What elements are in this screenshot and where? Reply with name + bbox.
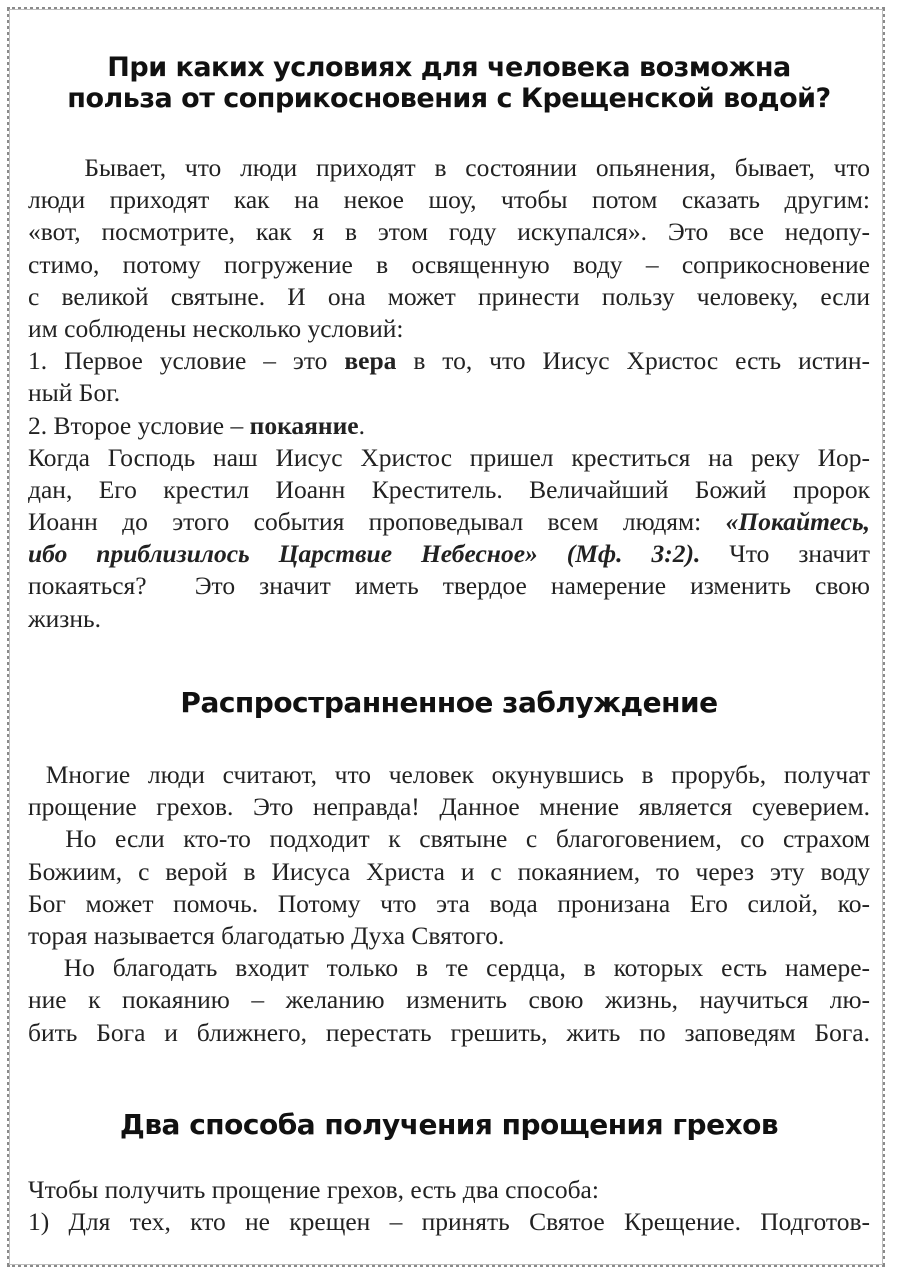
text-segment: 1) Для тех, кто не крещен – принять Святое Крещение. Подготов- bbox=[28, 1207, 870, 1237]
text-line bbox=[28, 216, 870, 248]
text-line bbox=[28, 920, 870, 952]
heading-line: При каких условиях для человека возможна bbox=[107, 52, 791, 83]
text-segment: Божиим, с верой в Иисуса Христа и с покаянием, то через эту воду bbox=[28, 856, 870, 886]
text-line bbox=[28, 952, 870, 984]
text-line bbox=[28, 184, 870, 216]
text-line bbox=[28, 1017, 870, 1049]
text-segment: . bbox=[358, 410, 365, 440]
text-segment: 1. Первое условие – это bbox=[28, 346, 345, 376]
text-line bbox=[28, 474, 870, 506]
text-line bbox=[28, 281, 870, 313]
text-segment: Что значит bbox=[700, 539, 870, 569]
text-line bbox=[28, 442, 870, 474]
text-segment: Многие люди считают, что человек окунувшись в прорубь, получат bbox=[28, 760, 870, 789]
emphasized-text: ибо приблизилось Царствие Небесное» (Мф. 3:2). bbox=[28, 539, 701, 569]
paragraph-conditions bbox=[28, 152, 870, 635]
text-line bbox=[28, 377, 870, 409]
text-segment: им соблюдены несколько условий: bbox=[28, 313, 404, 343]
text-segment: ный Бог. bbox=[28, 378, 121, 408]
text-line bbox=[28, 984, 870, 1016]
text-line bbox=[28, 410, 870, 442]
text-segment: 2. Второе условие – bbox=[28, 410, 250, 440]
text-segment: Бог может помочь. Потому что эта вода пронизана Его силой, ко- bbox=[28, 888, 870, 918]
text-segment: в то, что Иисус Христос есть истин- bbox=[396, 346, 871, 376]
text-line bbox=[28, 152, 870, 184]
text-segment: стимо, потому погружение в освященную воду – соприкосновение bbox=[28, 249, 870, 279]
emphasized-text: покаяние bbox=[249, 410, 359, 440]
text-segment: Иоанн до этого события проповедывал всем людям: bbox=[28, 507, 726, 537]
text-line bbox=[28, 313, 870, 345]
text-line bbox=[28, 570, 870, 602]
text-segment: бить Бога и ближнего, перестать грешить, жить по заповедям Бога. bbox=[28, 1017, 870, 1047]
text-segment: с великой святыне. И она может принести пользу человеку, если bbox=[28, 281, 870, 311]
text-line bbox=[28, 759, 870, 791]
text-line bbox=[28, 791, 870, 823]
paragraph-two-ways bbox=[28, 1174, 870, 1238]
paragraph-misconception bbox=[28, 759, 870, 1049]
text-line bbox=[28, 603, 870, 635]
text-segment: ние к покаянию – желанию изменить свою жизнь, научиться лю- bbox=[28, 985, 870, 1015]
text-line bbox=[28, 249, 870, 281]
text-line bbox=[28, 823, 870, 855]
heading-two-ways: Два способа получения прощения грехов bbox=[119, 1108, 779, 1141]
heading-conditions bbox=[20, 52, 878, 114]
heading-line: польза от соприкосновения с Крещенской водой? bbox=[67, 83, 831, 114]
text-line bbox=[28, 1174, 870, 1206]
text-line bbox=[28, 856, 870, 888]
text-line bbox=[28, 538, 870, 570]
text-segment: Но благодать входит только в те сердца, в которых есть намере- bbox=[28, 953, 870, 983]
text-line bbox=[28, 888, 870, 920]
text-segment: дан, Его крестил Иоанн Креститель. Величайший Божий пророк bbox=[28, 474, 870, 504]
text-segment: Но если кто-то подходит к святыне с благоговением, со страхом bbox=[28, 824, 870, 854]
heading-misconception: Распространненное заблуждение bbox=[180, 686, 718, 719]
text-segment: Бывает, что люди приходят в состоянии опьянения, бывает, что bbox=[28, 153, 870, 182]
text-segment: торая называется благодатью Духа Святого. bbox=[28, 920, 505, 950]
text-segment: Чтобы получить прощение грехов, есть два способа: bbox=[28, 1175, 599, 1204]
emphasized-text: «Покайтесь, bbox=[725, 507, 870, 537]
text-segment: люди приходят как на некое шоу, чтобы потом сказать другим: bbox=[28, 185, 870, 215]
emphasized-text: вера bbox=[344, 346, 397, 376]
text-segment: Когда Господь наш Иисус Христос пришел креститься на реку Иор- bbox=[28, 442, 870, 472]
text-segment: покаяться? Это значит иметь твердое намерение изменить свою bbox=[28, 571, 870, 601]
text-segment: жизнь. bbox=[28, 603, 101, 633]
text-line bbox=[28, 1206, 870, 1238]
text-line bbox=[28, 345, 870, 377]
text-segment: «вот, посмотрите, как я в этом году искупался». Это все недопу- bbox=[28, 217, 870, 247]
text-line bbox=[28, 506, 870, 538]
text-segment: прощение грехов. Это неправда! Данное мнение является суеверием. bbox=[28, 792, 870, 822]
